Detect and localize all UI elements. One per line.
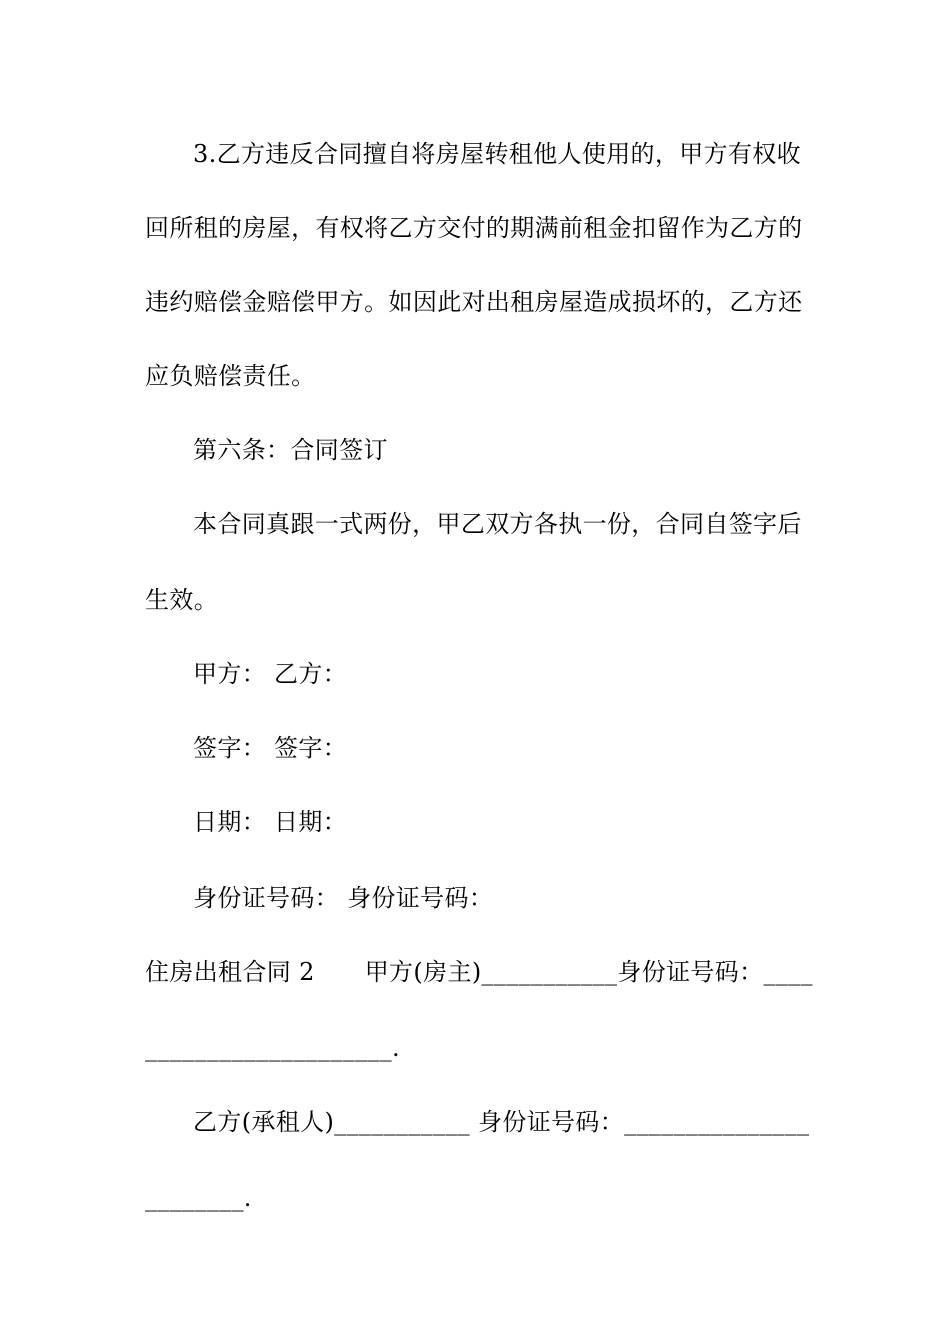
contract2-title: 住房出租合同 2 bbox=[145, 958, 315, 986]
clause3-line2: 回所租的房屋，有权将乙方交付的期满前租金扣留作为乙方的 bbox=[145, 214, 803, 242]
signature-sign-row: 签字： 签字： bbox=[193, 734, 348, 762]
contract2-party-b-continuation: ________. bbox=[145, 1184, 252, 1212]
contract2-party-a: 甲方(房主)___________身份证号码：____ bbox=[364, 958, 813, 986]
clause3-line3: 违约赔偿金赔偿甲方。如因此对出租房屋造成损坏的，乙方还 bbox=[145, 288, 803, 316]
signature-id-row: 身份证号码： 身份证号码： bbox=[193, 884, 494, 912]
clause3-line4: 应负赔偿责任。 bbox=[145, 362, 316, 390]
contract2-party-a-continuation: ____________________. bbox=[145, 1034, 400, 1062]
contract2-party-b: 乙方(承租人)___________ 身份证号码：_______________ bbox=[193, 1108, 810, 1136]
contract2-header-line bbox=[145, 956, 825, 988]
article6-line2: 生效。 bbox=[145, 586, 219, 614]
article6-heading: 第六条：合同签订 bbox=[193, 436, 388, 464]
signature-party-row: 甲方： 乙方： bbox=[193, 660, 348, 688]
clause3-line1: 3.乙方违反合同擅自将房屋转租他人使用的，甲方有权收 bbox=[193, 140, 801, 168]
article6-line1: 本合同真跟一式两份，甲乙双方各执一份，合同自签字后 bbox=[193, 510, 802, 538]
signature-date-row: 日期： 日期： bbox=[193, 808, 348, 836]
